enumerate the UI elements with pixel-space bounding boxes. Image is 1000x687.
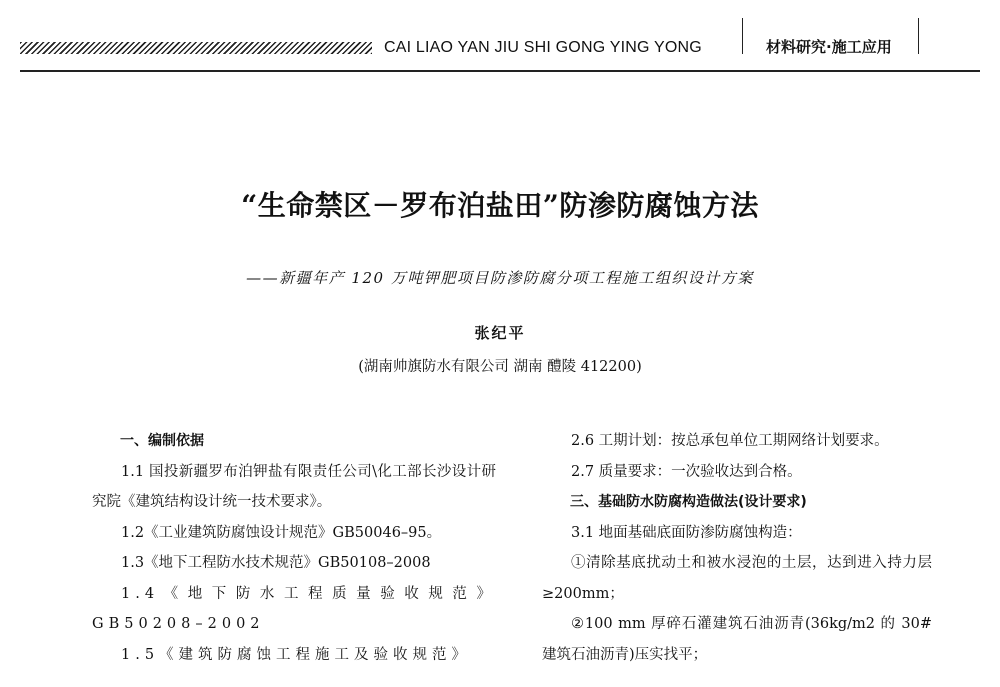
paragraph-1-2: 1.2《工业建筑防腐蚀设计规范》GB50046–95。 [121,524,442,541]
paragraph-1-3: 1.3《地下工程防水技术规范》GB50108–2008 [121,555,431,571]
header-hatch-band [20,42,372,54]
journal-section-label: 材料研究·施工应用 [766,38,892,56]
body-column-left [92,426,496,664]
paragraph-3-1-2: ②100 mm 厚碎石灌建筑石油沥青(36kg/m2 的 30# 建筑石油沥青)压实找平； [542,616,932,663]
body-column-right [542,426,932,665]
paragraph-3-1-1: ①清除基底扰动土和被水浸泡的土层，达到进入持力层≥200mm； [542,555,932,602]
author-affiliation: (湖南帅旗防水有限公司 湖南 醴陵 412200) [358,359,642,375]
journal-name-pinyin: CAI LIAO YAN JIU SHI GONG YING YONG [384,39,702,56]
paragraph-1-4: 1.4《地下防水工程质量验收规范》GB50208–2002 [92,585,496,632]
header-rule [20,70,980,72]
paragraph-3-1: 3.1 地面基础底面防渗防腐蚀构造： [571,524,802,541]
article-subtitle: ——新疆年产 120 万吨钾肥项目防渗防腐分项工程施工组织设计方案 [246,269,754,287]
section-heading-1: 一、编制依据 [120,433,204,449]
paragraph-2-7: 2.7 质量要求：一次验收达到合格。 [571,463,802,480]
paragraph-1-1: 1.1 国投新疆罗布泊钾盐有限责任公司\化工部长沙设计研究院《建筑结构设计统一技术要求》。 [92,463,496,510]
paragraph-2-6: 2.6 工期计划：按总承包单位工期网络计划要求。 [571,433,889,449]
header-separator [742,18,743,54]
paragraph-1-5: 1.5《建筑防腐蚀工程施工及验收规范》 [121,646,472,663]
article-title: “生命禁区－罗布泊盐田”防渗防腐蚀方法 [241,189,759,222]
section-heading-3: 三、基础防水防腐构造做法(设计要求) [570,494,807,510]
header-right-tick [918,18,919,54]
article-author: 张纪平 [474,324,526,342]
